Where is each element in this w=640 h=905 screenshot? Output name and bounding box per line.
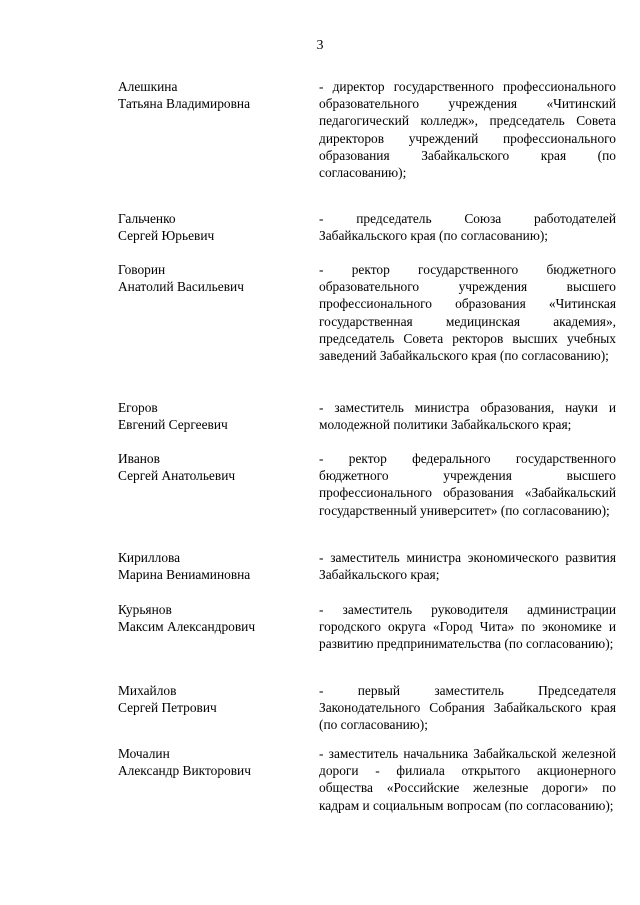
member-role: - заместитель министра экономического развития Забайкальского края; [319, 550, 616, 583]
member-surname: Мочалин [118, 746, 170, 761]
member-given-names: Сергей Петрович [118, 700, 217, 716]
member-surname: Михайлов [118, 683, 177, 698]
member-name [118, 78, 308, 112]
member-role: - заместитель руководителя администрации городского округа «Город Чита» по экономике и развитию предпринимательства (по согласованию); [319, 602, 616, 652]
member-given-names: Сергей Анатольевич [118, 468, 236, 484]
member-role: - заместитель начальника Забайкальской железной дороги - филиала открытого акционерного общества «Российские железные дороги» по кадрам и социальным вопросам (по согласованию); [319, 746, 616, 813]
member-role: - ректор государственного бюджетного образовательного учреждения высшего профессионального образования «Читинская государственная медицинская академия», председатель Совета ректоров высших учебных заведений Забайкальского края (по согласованию); [319, 262, 616, 364]
member-given-names: Максим Александрович [118, 619, 256, 635]
member-name [118, 261, 308, 295]
member-surname: Егоров [118, 400, 158, 415]
member-name [118, 601, 308, 635]
member-given-names: Сергей Юрьевич [118, 228, 215, 244]
member-given-names: Александр Викторович [118, 763, 251, 779]
member-surname: Курьянов [118, 602, 172, 617]
member-given-names: Евгений Сергеевич [118, 417, 228, 433]
member-role: - директор государственного профессионального образовательного учреждения «Читинский педагогический колледж», председатель Совета директоров учреждений профессионального образования Забайкальского края (по согласованию); [319, 79, 616, 181]
member-surname: Кириллова [118, 550, 181, 565]
member-name [118, 450, 308, 484]
member-surname: Иванов [118, 451, 160, 466]
member-given-names: Татьяна Владимировна [118, 96, 251, 112]
page-number: 3 [316, 38, 324, 53]
member-name [118, 745, 308, 779]
member-name [118, 399, 308, 433]
member-given-names: Марина Вениаминовна [118, 567, 251, 583]
member-role: - председатель Союза работодателей Забайкальского края (по согласованию); [319, 211, 616, 244]
member-name [118, 682, 308, 716]
member-surname: Гальченко [118, 211, 176, 226]
member-given-names: Анатолий Васильевич [118, 279, 244, 295]
member-role: - заместитель министра образования, науки и молодежной политики Забайкальского края; [319, 400, 616, 433]
member-role: - ректор федерального государственного бюджетного учреждения высшего профессионального образования «Забайкальский государственный университет» (по согласованию); [319, 451, 616, 518]
member-surname: Алешкина [118, 79, 178, 94]
member-name [118, 549, 308, 583]
member-name [118, 210, 308, 244]
member-role: - первый заместитель Председателя Законодательного Собрания Забайкальского края (по согласованию); [319, 683, 616, 733]
member-surname: Говорин [118, 262, 166, 277]
